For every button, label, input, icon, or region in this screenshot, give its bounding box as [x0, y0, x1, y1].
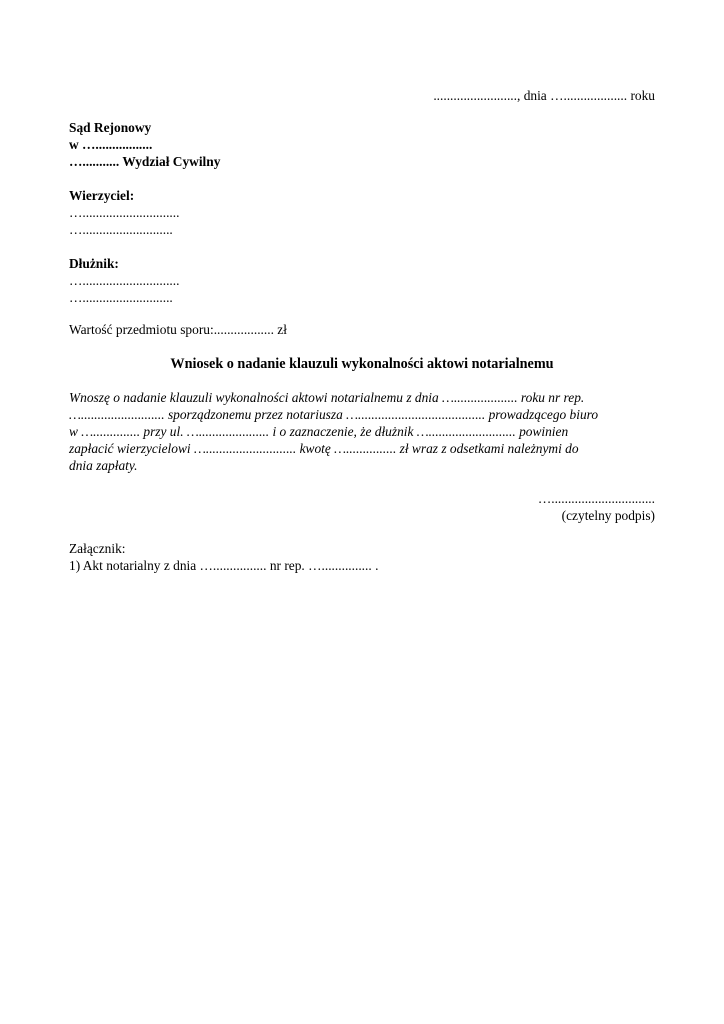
body-line-2: …......................... sporządzonemu przez notariusza …...................................... prowadzącego biuro — [69, 407, 599, 422]
document-title: Wniosek o nadanie klauzuli wykonalności aktowi notarialnemu — [170, 356, 554, 372]
body-line-5: dnia zapłaty. — [69, 458, 138, 473]
signature-line: …............................... — [537, 491, 655, 506]
creditor-line-1: …............................. — [69, 205, 180, 220]
body-line-1: Wnoszę o nadanie klauzuli wykonalności aktowi notarialnemu z dnia …................... roku nr rep. — [69, 390, 585, 405]
creditor-label: Wierzyciel: — [69, 188, 135, 203]
court-name: Sąd Rejonowy — [69, 120, 152, 135]
court-division: …........... Wydział Cywilny — [69, 154, 221, 169]
signature-caption: (czytelny podpis) — [561, 508, 655, 523]
attachment-item-1: 1) Akt notarialny z dnia …................ nr rep. …............... . — [69, 558, 379, 573]
creditor-line-2: …........................... — [69, 222, 173, 237]
debtor-line-2: …........................... — [69, 290, 173, 305]
place-date-line: ........................., dnia …................... roku — [433, 88, 655, 103]
body-line-4: zapłacić wierzycielowi …........................... kwotę …............... zł wraz z odsetkami należnymi do — [69, 441, 579, 456]
dispute-value: Wartość przedmiotu sporu:.................. zł — [69, 322, 287, 337]
debtor-line-1: …............................. — [69, 273, 180, 288]
body-line-3: w ….............. przy ul. …..................... i o zaznaczenie, że dłużnik ….......................... powinien — [69, 424, 569, 439]
court-location: w …................. — [69, 137, 153, 152]
debtor-label: Dłużnik: — [69, 256, 119, 271]
attachment-label: Załącznik: — [69, 541, 126, 556]
